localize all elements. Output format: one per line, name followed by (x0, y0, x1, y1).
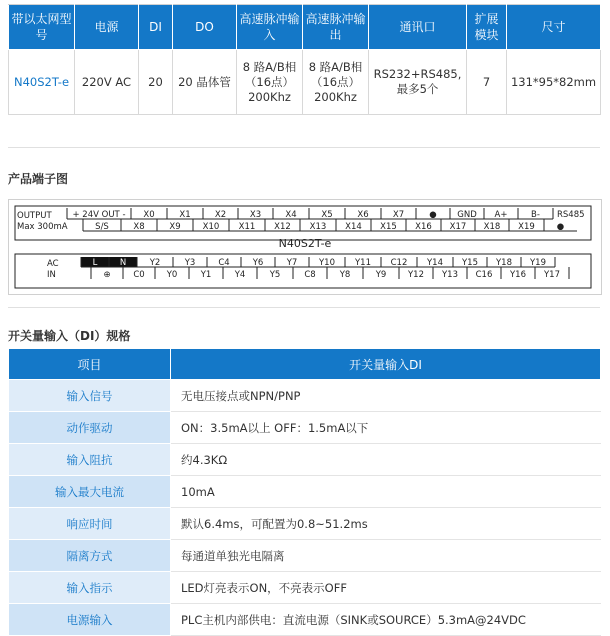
row-label: 动作驱动 (9, 412, 171, 444)
terminal-label: L (92, 258, 98, 268)
terminal-label: X2 (214, 210, 227, 220)
terminal-label: Y0 (166, 270, 178, 280)
terminal-label: + 24V OUT - (72, 210, 126, 220)
terminal-label: C0 (133, 270, 145, 280)
row-label: 隔离方式 (9, 540, 171, 572)
cell-size: 131*95*82mm (507, 50, 601, 115)
table-row (9, 508, 601, 540)
terminal-label: X18 (483, 222, 501, 232)
terminal-label: X16 (415, 222, 432, 232)
terminal-label: GND (457, 210, 477, 220)
terminal-label: Y16 (509, 270, 527, 280)
terminal-label: X9 (169, 222, 181, 232)
row-label: 输入阻抗 (9, 444, 171, 476)
row-value: 无电压接点或NPN/PNP (171, 380, 601, 412)
terminal-label: Y2 (149, 258, 161, 268)
terminal-diagram (8, 199, 602, 295)
header-di: DI (139, 5, 173, 50)
terminal-label: X19 (518, 222, 535, 232)
terminal-label: X7 (392, 210, 405, 220)
table-row (9, 604, 601, 636)
terminal-label: Y17 (543, 270, 561, 280)
header-power: 电源 (75, 5, 139, 50)
terminal-label: B- (531, 210, 540, 220)
row-value: 默认6.4ms，可配置为0.8~51.2ms (171, 508, 601, 540)
terminal-label: Y12 (407, 270, 425, 280)
terminal-label: X12 (274, 222, 291, 232)
terminal-label: S/S (95, 222, 109, 232)
header-hs-out: 高速脉冲输出 (303, 5, 369, 50)
terminal-label: Y18 (495, 258, 513, 268)
terminal-label: ⊕ (103, 270, 111, 280)
cell-comm: RS232+RS485,最多5个 (369, 50, 467, 115)
terminal-label: N (119, 258, 127, 268)
row-label: 响应时间 (9, 508, 171, 540)
table-row (9, 444, 601, 476)
row-label: 输入最大电流 (9, 476, 171, 508)
terminal-label: X15 (380, 222, 397, 232)
row-value: LED灯亮表示ON，不亮表示OFF (171, 572, 601, 604)
table-row (9, 572, 601, 604)
output-label: OUTPUT (17, 211, 52, 221)
cell-di: 20 (139, 50, 173, 115)
row-value: 10mA (171, 476, 601, 508)
cell-do: 20 晶体管 (173, 50, 237, 115)
header-ext: 扩展模块 (467, 5, 507, 50)
in-label: IN (47, 270, 56, 280)
terminal-label: X14 (345, 222, 362, 232)
terminal-label: A+ (494, 210, 508, 220)
row-value: PLC主机内部供电：直流电源（SINK或SOURCE）5.3mA@24VDC (171, 604, 601, 636)
terminal-label: C16 (475, 270, 493, 280)
terminal-label: Y4 (234, 270, 246, 280)
terminal-label: Y8 (339, 270, 351, 280)
terminal-label: Y15 (461, 258, 479, 268)
row-value: ON：3.5mA以上 OFF：1.5mA以下 (171, 412, 601, 444)
terminal-label: ● (429, 210, 437, 220)
terminal-label: Y6 (252, 258, 264, 268)
terminal-label: Y11 (354, 258, 372, 268)
rs485-label: RS485 (557, 210, 585, 220)
header-hs-in: 高速脉冲输入 (237, 5, 303, 50)
table-row (9, 380, 601, 412)
terminal-diagram-svg (9, 200, 601, 294)
row-label: 输入指示 (9, 572, 171, 604)
terminal-label: X0 (143, 210, 155, 220)
row-value: 约4.3KΩ (171, 444, 601, 476)
di-header-value: 开关量输入DI (171, 349, 601, 380)
header-size: 尺寸 (507, 5, 601, 50)
spec-header-row (9, 5, 601, 50)
divider (8, 147, 600, 148)
terminal-label: ● (556, 222, 565, 232)
divider (8, 307, 600, 308)
cell-hs-out: 8 路A/B相（16点）200Khz (303, 50, 369, 115)
header-do: DO (173, 5, 237, 50)
spec-data-row (9, 50, 601, 115)
di-section-title: 开关量输入（DI）规格 (8, 329, 131, 343)
terminal-label: X8 (133, 222, 145, 232)
terminal-section-title: 产品端子图 (8, 172, 69, 186)
header-comm: 通讯口 (369, 5, 467, 50)
terminal-label: C8 (304, 270, 316, 280)
terminal-label: X4 (285, 210, 297, 220)
terminal-label: X11 (238, 222, 256, 232)
terminal-label: X1 (179, 210, 191, 220)
terminal-label: C4 (218, 258, 230, 268)
max-current-label: Max 300mA (17, 222, 68, 232)
terminal-label: C12 (390, 258, 408, 268)
terminal-label: X10 (202, 222, 220, 232)
ac-label: AC (47, 259, 59, 269)
terminal-label: Y10 (318, 258, 336, 268)
model-link[interactable]: N40S2T-e (9, 50, 75, 115)
di-header-row (9, 349, 601, 380)
terminal-label: X6 (357, 210, 369, 220)
terminal-label: Y7 (286, 258, 298, 268)
terminal-label: X3 (249, 210, 262, 220)
terminal-label: X13 (309, 222, 327, 232)
cell-hs-in: 8 路A/B相（16点）200Khz (237, 50, 303, 115)
header-model: 带以太网型号 (9, 5, 75, 50)
terminal-label: Y3 (184, 258, 196, 268)
terminal-label: Y13 (441, 270, 459, 280)
table-row (9, 476, 601, 508)
terminal-label: X5 (321, 210, 333, 220)
di-spec-table (8, 348, 601, 636)
terminal-label: X17 (449, 222, 467, 232)
terminal-label: Y1 (200, 270, 212, 280)
row-label: 输入信号 (9, 380, 171, 412)
di-header-item: 项目 (9, 349, 171, 380)
cell-power: 220V AC (75, 50, 139, 115)
row-value: 每通道单独光电隔离 (171, 540, 601, 572)
model-label: N40S2T-e (278, 237, 332, 250)
terminal-label: Y14 (426, 258, 444, 268)
spec-table (8, 4, 601, 115)
terminal-label: Y9 (375, 270, 387, 280)
row-label: 电源输入 (9, 604, 171, 636)
table-row (9, 540, 601, 572)
cell-ext: 7 (467, 50, 507, 115)
table-row (9, 412, 601, 444)
terminal-label: Y5 (269, 270, 281, 280)
terminal-label: Y19 (529, 258, 547, 268)
